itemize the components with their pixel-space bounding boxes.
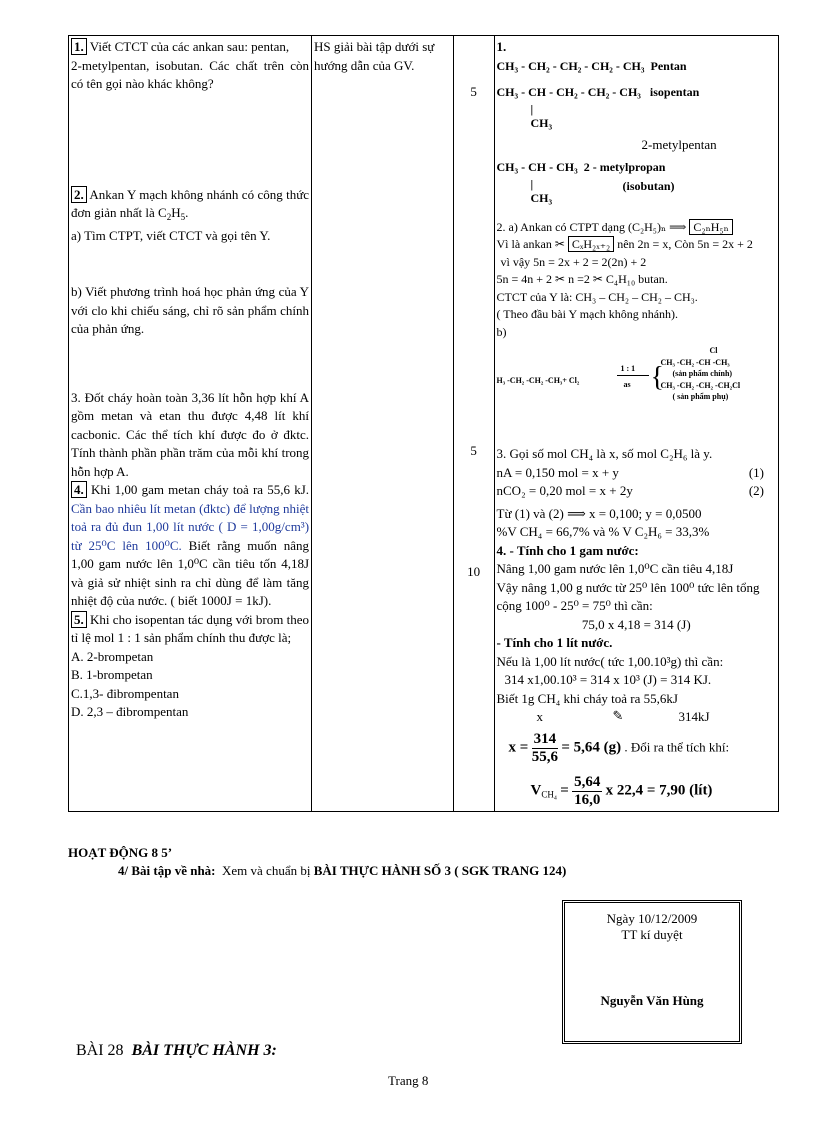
lesson-heading: BÀI 28 BÀI THỰC HÀNH 3: [76, 1042, 277, 1059]
time-3: 10 [467, 564, 481, 579]
question-5: 5. Khi cho isopentan tác dụng với brom theo tỉ lệ mol 1 : 1 sản phẩm chính thu được là; A. 2-brompetan B. 1-brompetan C.1,3- đibrompentan D. 2,3 – đibrompentan [71, 611, 309, 722]
answer-2: 2. a) Ankan có CTPT dạng (C₂H₅)ₙ ⟹ C₂ₙH₅ₙ Vì là ankan ✂ CₓH₂ₓ₊₂ nên 2n = x, Còn 5n = 2x + 2 vì vậy 5n = 2x + 2 = 2(2n) + 2 5n = 4n + 2 ✂ n =2 ✂ C₄H₁₀ butan. CTCT của Y là: CH₃ – CH₂ – CH₂ – CH₃. ( Theo đầu bài Y mạch không nhánh). b) H₃ -CH₂ -CH₂ -CH₃+ Cl₂ 1 : 1 as { Cl CH₃ -CH₂ -CH -CH₃ (sản phẩm chính) CH₃ -CH₂ -CH₂ -CH₂Cl ( sản phẩm phụ) [497, 219, 776, 420]
answer-3: 3. Gọi số mol CH₄ là x, số mol C₂H₆ là y. nA = 0,150 mol = x + y (1) nCO₂ = 0,20 mol = x + 2y (2) Từ (1) và (2) ⟹ x = 0,100; y = 0,0500 %V CH₄ = 66,7% và % V C₂H₆ = 33,3% [496, 446, 764, 539]
homework-line: 4/ Bài tập về nhà: Xem và chuẩn bị BÀI THỰC HÀNH SỐ 3 ( SGK TRANG 124) [118, 863, 567, 878]
question-2: 2. Ankan Y mạch không nhánh có công thức đơn giản nhất là $C_2H_5$. a) Tìm CTPT, viết CTCT và gọi tên Y. b) Viết phương trình hoá học phản ứng của Y với clo khi chiếu sáng, chỉ rõ sản phẩm chính của phản ứng. [71, 186, 310, 336]
chlorination-reaction: H₃ -CH₂ -CH₂ -CH₃+ Cl₂ 1 : 1 as { Cl CH₃ -CH₂ -CH -CH₃ (sản phẩm chính) CH₃ -CH₂ -CH₂ -CH₂Cl ( sản phẩm phụ) [496, 346, 741, 401]
time-column [453, 36, 494, 812]
option-c: C.1,3- đibrompentan [71, 685, 179, 701]
option-b: B. 1-brompetan [71, 667, 153, 682]
answers-column [494, 36, 778, 812]
option-d: D. 2,3 – đibrompentan [71, 704, 189, 719]
approval-box: Ngày 10/12/2009 TT kí duyệt Nguyễn Văn Hùng [562, 900, 742, 1044]
volume-calc: $V_{CH_4}$ = $\frac{5,64}{16,0}$ x 22,4 = 7,90 (lít) [530, 774, 713, 808]
lesson-table [68, 35, 779, 812]
activity-heading: HOẠT ĐỘNG 8 5’ [68, 845, 173, 860]
time-2: 5 [470, 442, 477, 458]
page-footer: Trang 8 [388, 1073, 429, 1088]
question-3: 3. Đốt cháy hoàn toàn 3,36 lít hỗn hợp khí A gồm metan và etan thu được 4,48 lít khí cacbonic. Các thể tích khí được đo ở đktc. Tính thành phần phần trăm của mỗi khí trong hỗn hợp A. [71, 389, 310, 479]
answer-4: 4. - Tính cho 1 gam nước: Nâng 1,00 gam nước lên 1,0⁰C cần tiêu 4,18J Vậy nâng 1,00 g nước từ 25⁰ lên 100⁰ tức lên tổng cộng 100⁰ - 25⁰ = 75⁰ thì cần: 75,0 x 4,18 = 314 (J) - Tính cho 1 lít nước. Nếu là 1,00 lít nước( tức 1,00.10³g) thì cần: 314 x1,00.10³ = 314 x 10³ (J) = 314 KJ. Biết 1g CH₄ khi cháy toả ra 55,6kJ x ✎ 314kJ x = $\frac{314}{55,6}$ = 5,64 (g) . Đổi ra thể tích khí: $V_{CH_4}$ = $\frac{5,64}{16,0}$ x 22,4 = 7,90 (lít) [497, 542, 776, 810]
activity-column: HS giải bài tập dưới sự hướng dẫn của GV. [312, 36, 454, 812]
mass-calc: x = $\frac{314}{55,6}$ = 5,64 (g) . Đổi ra thể tích khí: [508, 731, 730, 765]
time-1: 5 [470, 84, 477, 99]
approver-name: Nguyễn Văn Hùng [600, 993, 704, 1008]
option-a: A. 2-brompetan [71, 648, 154, 664]
answer-1: 1. CH₃ - CH₂ - CH₂ - CH₂ - CH₃ Pentan CH₃ - CH - CH₂ - CH₂ - CH₃ isopentan | CH₃ 2-metylpentan CH₃ - CH - CH₃ 2 - metylpropan | CH₃ (isobutan) [496, 39, 717, 205]
questions-column [69, 36, 312, 812]
pencil-icon: ✎ [612, 709, 624, 724]
question-4: 4. Khi 1,00 gam metan cháy toả ra 55,6 kJ. Cần bao nhiêu lít metan (đktc) để lượng nhiệt toả ra đủ đun 1,00 lít nước ( D = 1,00g/cm³) từ 25⁰C lên 100⁰C. Biết rằng muốn nâng 1,00 gam nước lên 1,0⁰C cần tiêu tốn 4,18J và giả sử nhiệt sinh ra chỉ dùng để làm tăng nhiệt độ của nước. ( biết 1000J = 1kJ). [71, 482, 310, 608]
question-1: 1. Viết CTCT của các ankan sau: pentan, 2-metylpentan, isobutan. Các chất trên còn có tên gọi nào khác không? [71, 39, 310, 91]
